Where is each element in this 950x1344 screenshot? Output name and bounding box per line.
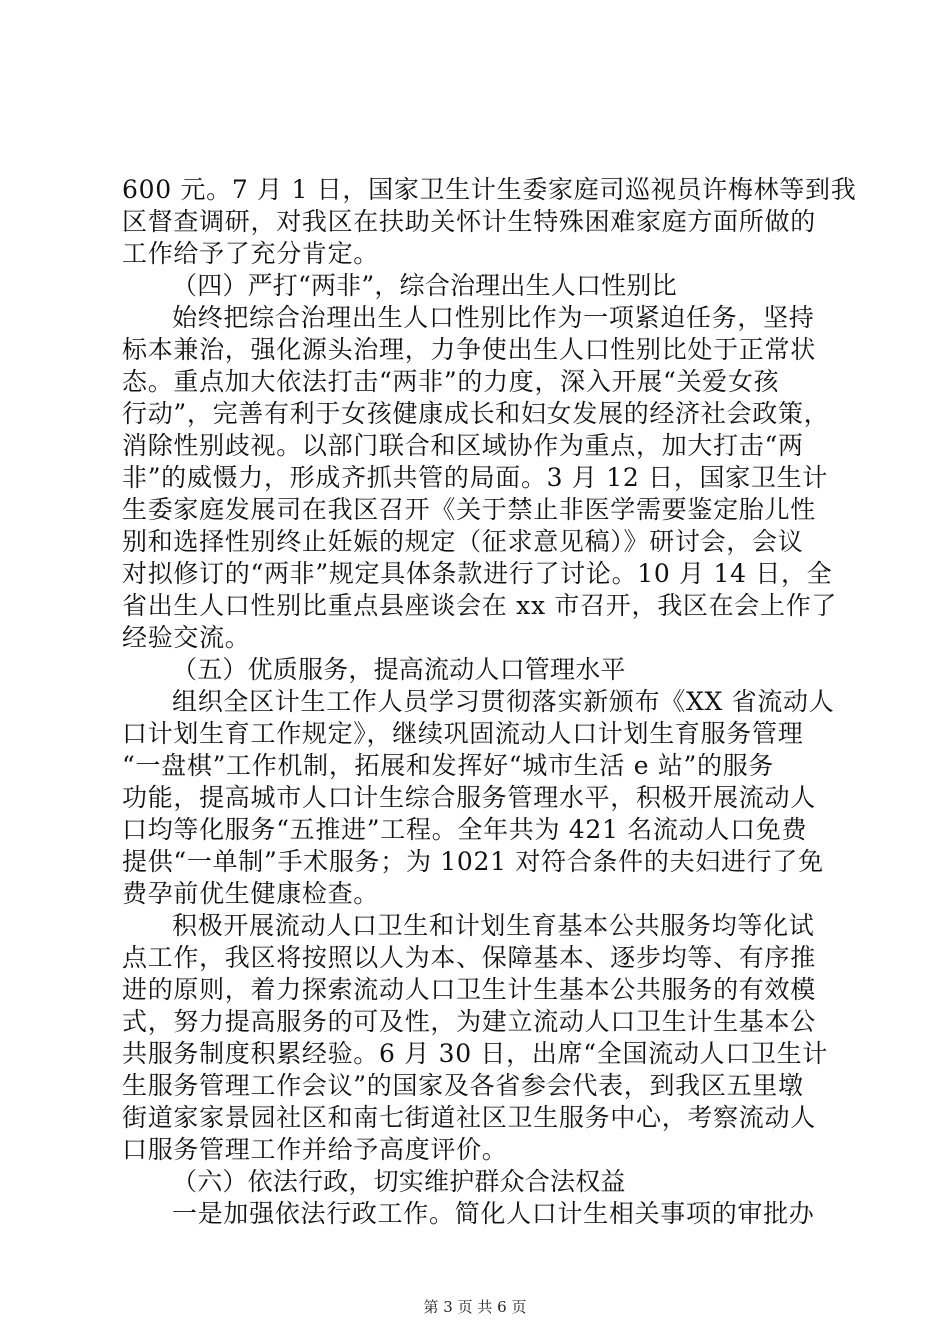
text-line: 功能，提高城市人口计生综合服务管理水平，积极开展流动人: [122, 783, 816, 812]
page-footer: 第 3 页 共 6 页: [423, 1298, 527, 1316]
text-line: 对拟修订的“两非”规定具体条款进行了讨论。10 月 14 日，全: [122, 559, 833, 588]
text-line: 街道家家景园社区和南七街道社区卫生服务中心，考察流动人: [122, 1103, 816, 1132]
text-line: 点工作，我区将按照以人为本、保障基本、逐步均等、有序推: [122, 943, 816, 972]
text-line: 标本兼治，强化源头治理，力争使出生人口性别比处于正常状: [122, 335, 816, 364]
text-line: 组织全区计生工作人员学习贯彻落实新颁布《XX 省流动人: [172, 687, 835, 716]
text-line: 费孕前优生健康检查。: [122, 879, 380, 908]
text-line: 省出生人口性别比重点县座谈会在 xx 市召开，我区在会上作了: [122, 591, 838, 620]
document-body: [122, 174, 857, 1230]
text-line: 口均等化服务“五推进”工程。全年共为 421 名流动人口免费: [122, 815, 808, 844]
text-line: 工作给予了充分肯定。: [122, 239, 380, 268]
text-line: 提供“一单制”手术服务；为 1021 对符合条件的夫妇进行了免: [122, 847, 824, 876]
text-line: 始终把综合治理出生人口性别比作为一项紧迫任务，坚持: [172, 303, 815, 332]
text-line: 非”的威慑力，形成齐抓共管的局面。3 月 12 日，国家卫生计: [122, 463, 829, 492]
section-heading: （六）依法行政，切实维护群众合法权益: [172, 1167, 626, 1196]
text-line: 经验交流。: [122, 623, 251, 652]
text-line: 积极开展流动人口卫生和计划生育基本公共服务均等化试: [172, 911, 815, 940]
text-line: 消除性别歧视。以部门联合和区域协作为重点，加大打击“两: [122, 431, 804, 460]
text-line: 一是加强依法行政工作。简化人口计生相关事项的审批办: [172, 1199, 815, 1228]
text-line: 态。重点加大依法打击“两非”的力度，深入开展“关爱女孩: [122, 367, 780, 396]
text-line: 共服务制度积累经验。6 月 30 日，出席“全国流动人口卫生计: [122, 1039, 829, 1068]
text-line: 区督查调研，对我区在扶助关怀计生特殊困难家庭方面所做的: [122, 207, 816, 236]
section-heading: （四）严打“两非”，综合治理出生人口性别比: [172, 271, 677, 300]
section-heading: （五）优质服务，提高流动人口管理水平: [172, 655, 626, 684]
text-line: 600 元。7 月 1 日，国家卫生计生委家庭司巡视员许梅林等到我: [122, 175, 857, 204]
text-line: 别和选择性别终止妊娠的规定（征求意见稿）》研讨会，会议: [122, 527, 804, 556]
text-line: 口服务管理工作并给予高度评价。: [122, 1135, 508, 1164]
text-line: 行动”，完善有利于女孩健康成长和妇女发展的经济社会政策，: [122, 399, 830, 428]
text-line: “一盘棋”工作机制，拓展和发挥好“城市生活 e 站”的服务: [122, 751, 775, 780]
text-line: 生服务管理工作会议”的国家及各省参会代表，到我区五里墩: [122, 1071, 804, 1100]
text-line: 式，努力提高服务的可及性，为建立流动人口卫生计生基本公: [122, 1007, 816, 1036]
text-line: 生委家庭发展司在我区召开《关于禁止非医学需要鉴定胎儿性: [122, 495, 816, 524]
text-line: 口计划生育工作规定》，继续巩固流动人口计划生育服务管理: [122, 719, 804, 748]
text-line: 进的原则，着力探索流动人口卫生计生基本公共服务的有效模: [122, 975, 816, 1004]
